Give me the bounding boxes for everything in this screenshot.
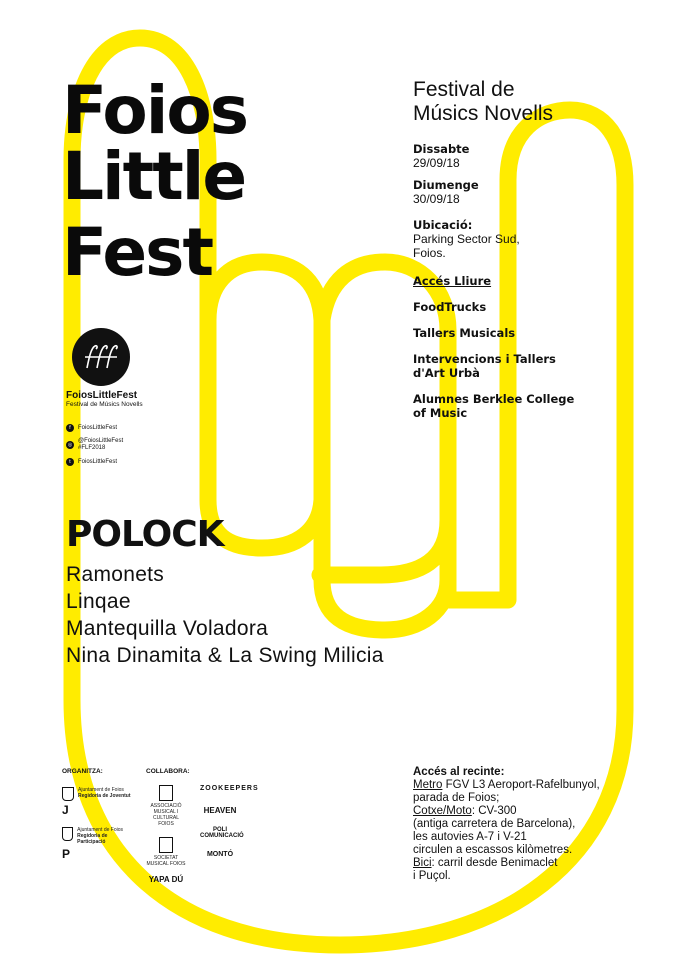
car-label: Cotxe/Moto xyxy=(413,805,472,817)
subtitle-line-1: Festival de xyxy=(413,78,515,101)
bike-label: Bici xyxy=(413,857,432,869)
access-heading: Accés al recinte: xyxy=(413,766,505,778)
org2-dept: Regidoria de Participació xyxy=(77,833,108,845)
band-item: Ramonets xyxy=(66,563,165,586)
berklee-label-1: Alumnes Berklee College xyxy=(413,392,575,406)
instagram-link[interactable] xyxy=(66,438,123,452)
twitter-handle: FoiosLittleFest xyxy=(78,458,118,465)
band-item: Mantequilla Voladora xyxy=(66,617,269,640)
twitter-link[interactable] xyxy=(66,458,123,466)
free-access-label: Accés Lliure xyxy=(413,274,492,288)
logo-name: FoiosLittleFest xyxy=(66,390,138,401)
collab-7: MONTÓ xyxy=(206,851,234,858)
organizer-youth xyxy=(62,787,132,801)
car-text: : CV-300 xyxy=(471,805,517,817)
crest-icon xyxy=(62,827,73,841)
feature-list xyxy=(413,274,643,420)
instagram-icon: ◎ xyxy=(67,441,73,448)
info-column xyxy=(413,142,643,420)
twitter-icon: t xyxy=(66,458,74,466)
collaborators xyxy=(146,768,259,884)
facebook-link[interactable] xyxy=(66,424,123,432)
title-line-3: Fest xyxy=(62,214,213,291)
collab-4: ZOOKEEPERS xyxy=(200,785,259,792)
festival-logo xyxy=(66,328,226,408)
collaborators-label: COLLABORA: xyxy=(146,768,190,775)
organizers xyxy=(62,768,132,861)
org1-name: Ajuntament de Foios xyxy=(78,787,124,793)
social-links xyxy=(66,424,123,472)
festival-title xyxy=(62,72,302,291)
urban-art-label-2: d'Art Urbà xyxy=(413,366,480,380)
title-line-1: Foios xyxy=(62,72,248,149)
lineup xyxy=(66,514,496,669)
collab-1: ASSOCIACIÓ MUSICAL I CULTURAL FOIOS xyxy=(146,785,186,827)
headliner: POLOCK xyxy=(66,514,224,555)
band-item: Nina Dinamita & La Swing Milicia xyxy=(66,644,384,667)
organizer-participation xyxy=(62,827,132,845)
logo-tagline: Festival de Músics Novells xyxy=(66,401,143,408)
foodtrucks-label: FoodTrucks xyxy=(413,300,487,314)
car-text-2: (antiga carretera de Barcelona), xyxy=(413,818,576,830)
car-text-3: les autovies A-7 i V-21 xyxy=(413,831,527,843)
title-line-2: Little xyxy=(62,138,246,215)
day-2-date: 30/09/18 xyxy=(413,192,460,206)
berklee-label-2: of Music xyxy=(413,406,468,420)
bike-text: : carril desde Benimaclet xyxy=(431,857,558,869)
instagram-handle: @FoiosLittleFest xyxy=(78,438,124,444)
location-block xyxy=(413,218,643,260)
collab-5: HEAVEN xyxy=(203,806,237,815)
metro-text: FGV L3 Aeroport-Rafelbunyol, xyxy=(442,779,600,791)
subtitle-line-2: Músics Novells xyxy=(413,102,554,125)
collab-2: SOCIETAT MUSICAL FOIOS xyxy=(146,837,186,867)
instagram-hashtag: #FLF2018 xyxy=(78,445,106,451)
facebook-icon: f xyxy=(66,424,74,432)
location-label: Ubicació: xyxy=(413,218,473,232)
urban-art-label-1: Intervencions i Tallers xyxy=(413,352,556,366)
facebook-handle: FoiosLittleFest xyxy=(78,424,118,431)
day-2-label: Diumenge xyxy=(413,178,479,192)
org2-name: Ajuntament de Foios xyxy=(77,827,123,833)
organizers-label: ORGANITZA: xyxy=(62,768,103,775)
day-1-date: 29/09/18 xyxy=(413,156,460,170)
ffl-monogram-icon xyxy=(72,328,130,386)
location-line-1: Parking Sector Sud, xyxy=(413,232,520,246)
car-text-4: circulen a escassos kilòmetres. xyxy=(413,844,573,856)
festival-subtitle xyxy=(413,78,553,126)
org1-letter: J xyxy=(62,803,69,817)
crest-icon xyxy=(159,785,173,801)
metro-text-2: parada de Foios; xyxy=(413,792,500,804)
schedule-day-1 xyxy=(413,142,643,170)
bike-text-2: i Puçol. xyxy=(413,870,451,882)
metro-label: Metro xyxy=(413,779,443,791)
workshops-label: Tallers Musicals xyxy=(413,326,516,340)
band-item: Linqae xyxy=(66,590,131,613)
org1-dept: Regidoria de Joventut xyxy=(78,793,131,799)
location-line-2: Foios. xyxy=(413,246,446,260)
crest-icon xyxy=(159,837,173,853)
collab-6: POLI COMUNICACIÓ xyxy=(200,827,244,839)
access-info xyxy=(413,766,653,883)
collab-3: YAPA DÚ xyxy=(148,875,184,884)
day-1-label: Dissabte xyxy=(413,142,470,156)
schedule-day-2 xyxy=(413,178,643,206)
crest-icon xyxy=(62,787,74,801)
org2-letter: P xyxy=(62,847,71,861)
